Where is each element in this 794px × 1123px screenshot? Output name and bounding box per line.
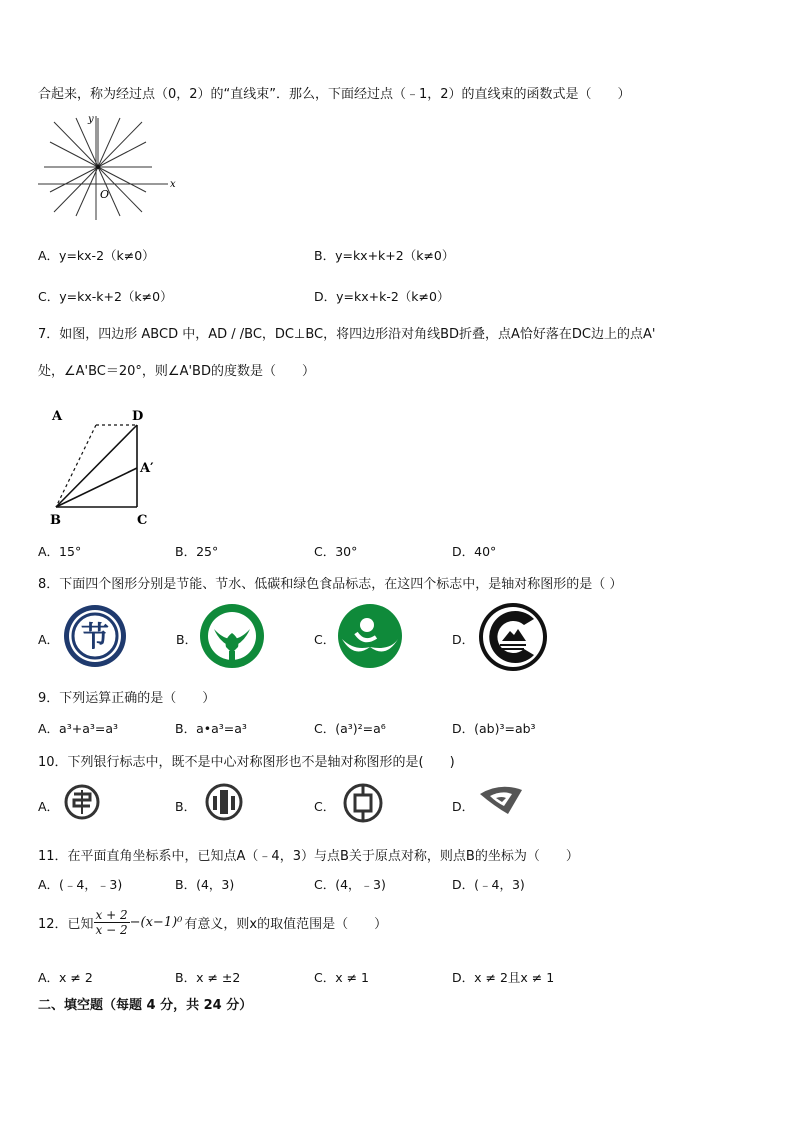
q10-option-b[interactable]: B．	[175, 799, 197, 814]
water-saving-logo-icon	[196, 603, 268, 669]
q11-option-c[interactable]: C．(4，﹣3)	[314, 877, 386, 892]
q12-option-c[interactable]: C．x ≠ 1	[314, 970, 369, 985]
q12-option-a[interactable]: A．x ≠ 2	[38, 970, 93, 985]
q7-option-d[interactable]: D．40°	[452, 544, 497, 559]
q6-stem: 合起来，称为经过点（0，2）的“直线束”．那么，下面经过点（﹣1，2）的直线束的函数式是（ ）	[38, 87, 631, 102]
q8-option-a[interactable]: A．	[38, 632, 60, 647]
origin-label: O	[100, 188, 110, 201]
q11-option-a[interactable]: A．(﹣4，﹣3)	[38, 877, 123, 892]
q9-option-a[interactable]: A．a³+a³=a³	[38, 721, 119, 736]
label-b: B	[50, 513, 61, 528]
q12-numerator: x + 2	[95, 908, 128, 922]
q10-option-d[interactable]: D．	[452, 799, 475, 814]
q9-option-c[interactable]: C．(a³)²=a⁶	[314, 721, 386, 736]
q12-middle: −(x−1)⁰	[129, 915, 183, 930]
green-food-logo-icon	[476, 601, 550, 673]
q6-option-d[interactable]: D．y=kx+k-2（k≠0）	[314, 289, 450, 304]
x-axis-label: x	[170, 179, 176, 190]
q6-figure	[36, 112, 176, 224]
energy-saving-logo-icon	[60, 603, 130, 669]
q12-denominator: x − 2	[95, 923, 128, 937]
logo-a-glyph: 节	[80, 620, 110, 653]
q7-stem-line1: 7．如图，四边形 ABCD 中，AD / /BC，DC⊥BC，将四边形沿对角线BD折叠，点A恰好落在DC边上的点A'	[38, 327, 656, 342]
label-a: A	[52, 409, 63, 424]
bank-logo-d-icon	[478, 784, 524, 820]
section-2-title: 二、填空题（每题 4 分，共 24 分）	[38, 998, 253, 1013]
q6-option-c[interactable]: C．y=kx-k+2（k≠0）	[38, 289, 173, 304]
q11-option-d[interactable]: D．(﹣4，3)	[452, 877, 525, 892]
q7-option-a[interactable]: A．15°	[38, 544, 82, 559]
q9-option-b[interactable]: B．a•a³=a³	[175, 721, 247, 736]
q8-option-c[interactable]: C．	[314, 632, 336, 647]
q10-stem: 10．下列银行标志中，既不是中心对称图形也不是轴对称图形的是( )	[38, 755, 455, 770]
q7-figure	[40, 400, 170, 530]
q8-option-b[interactable]: B．	[176, 632, 198, 647]
bank-logo-c-icon	[342, 782, 384, 824]
low-carbon-logo-icon	[334, 603, 406, 669]
q7-option-b[interactable]: B．25°	[175, 544, 219, 559]
q11-option-b[interactable]: B．(4，3)	[175, 877, 235, 892]
q12-option-d[interactable]: D．x ≠ 2且x ≠ 1	[452, 970, 555, 985]
y-axis-label: y	[88, 114, 94, 125]
label-a-prime: A′	[140, 461, 154, 476]
q12-stem	[38, 908, 387, 937]
q9-option-d[interactable]: D．(ab)³=ab³	[452, 721, 536, 736]
q8-stem: 8．下面四个图形分别是节能、节水、低碳和绿色食品标志，在这四个标志中，是轴对称图形的是（ ）	[38, 577, 623, 592]
q10-option-c[interactable]: C．	[314, 799, 336, 814]
q9-stem: 9．下列运算正确的是（ ）	[38, 691, 216, 706]
bank-logo-b-icon	[204, 782, 244, 822]
q6-option-b[interactable]: B．y=kx+k+2（k≠0）	[314, 248, 455, 263]
q12-fraction	[94, 908, 130, 937]
q7-option-c[interactable]: C．30°	[314, 544, 358, 559]
q8-option-d[interactable]: D．	[452, 632, 475, 647]
q6-option-a[interactable]: A．y=kx-2（k≠0）	[38, 248, 155, 263]
q7-stem-line2: 处，∠A'BC＝20°，则∠A'BD的度数是（ ）	[38, 364, 315, 379]
center-point	[96, 165, 100, 169]
q12-suffix: 有意义，则x的取值范围是（ ）	[184, 917, 388, 932]
q12-prefix: 12．已知	[38, 917, 94, 932]
q11-stem: 11．在平面直角坐标系中，已知点A（﹣4，3）与点B关于原点对称，则点B的坐标为（ ）	[38, 849, 579, 864]
label-d: D	[132, 409, 144, 424]
q10-option-a[interactable]: A．	[38, 799, 60, 814]
label-c: C	[137, 513, 148, 528]
q12-option-b[interactable]: B．x ≠ ±2	[175, 970, 241, 985]
bank-logo-a-icon	[62, 784, 102, 824]
